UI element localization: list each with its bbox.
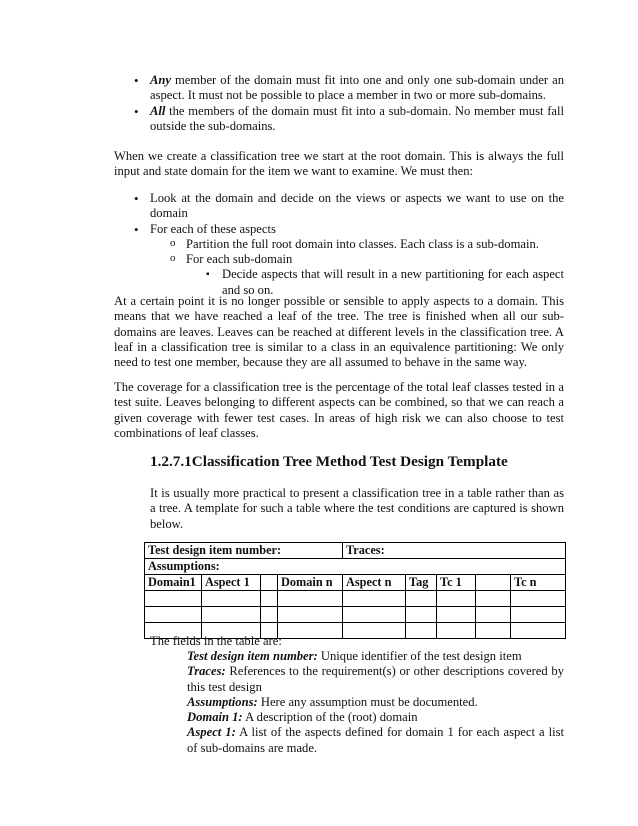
section-heading: 1.2.7.1Classification Tree Method Test Design Template [150, 453, 508, 470]
fields-intro: The fields in the table are: [150, 634, 282, 648]
bullet-lead: Any [150, 73, 171, 87]
header-cell: Domain1 [145, 575, 202, 591]
field-definition [187, 725, 564, 756]
item-number-cell: Test design item number: [145, 543, 343, 559]
field-desc: Here any assumption must be documented. [257, 694, 478, 709]
top-bullet-list [114, 73, 564, 134]
bullet-text: member of the domain must fit into one and only one sub-domain under an aspect. It must not be possible to place a member in two or more sub-domains. [150, 73, 564, 103]
sub-list [114, 237, 564, 298]
list-item [114, 104, 564, 135]
table-row [145, 607, 566, 623]
field-definitions [187, 649, 564, 756]
field-term: Traces: [187, 664, 226, 679]
field-term: Assumptions: [187, 694, 258, 709]
header-cell: Tc n [511, 575, 566, 591]
list-item [114, 73, 564, 104]
sub-list-item: o For each sub-domain [150, 252, 564, 267]
field-desc: A list of the aspects defined for domain 1 for each aspect a list of sub-domains are made. [187, 725, 564, 755]
field-definition [187, 649, 564, 664]
template-table [144, 542, 566, 639]
field-desc: Unique identifier of the test design item [317, 649, 522, 663]
header-cell: Aspect 1 [202, 575, 261, 591]
bullet-text: the members of the domain must fit into a sub-domain. No member must fall outside the sub-domains. [150, 103, 564, 133]
list-item: • Look at the domain and decide on the views or aspects we want to use on the domain [114, 191, 564, 222]
list-item: • For each of these aspects [114, 222, 564, 237]
paragraph-leaves: At a certain point it is no longer possible or sensible to apply aspects to a domain. This means that we have reached a leaf of the tree. The tree is finished when all our sub-domains are leaves. Leaves can be reached at different levels in the classification tree. A leaf in a classification tree is similar to a class in an equivalence partitioning: We only need to test one member, because they are all assumed to behave in the same way. [114, 294, 564, 370]
traces-cell: Traces: [343, 543, 566, 559]
paragraph-root-domain: When we create a classification tree we start at the root domain. This is always the full input and state domain for the item we want to examine. We must then: [114, 149, 564, 179]
header-cell: Tag [406, 575, 437, 591]
field-desc: References to the requirement(s) or other descriptions covered by this test design [187, 664, 564, 694]
field-definition [187, 710, 564, 725]
field-term: Aspect 1: [187, 725, 236, 740]
header-cell: Aspect n [343, 575, 406, 591]
paragraph-template-intro: It is usually more practical to present a classification tree in a table rather than as a tree. A template for such a table where the test conditions are captured is shown below. [150, 486, 564, 531]
field-definition [187, 695, 564, 710]
sub-list-item: o Partition the full root domain into classes. Each class is a sub-domain. [150, 237, 564, 252]
header-cell: Domain n [278, 575, 343, 591]
paragraph-coverage: The coverage for a classification tree is the percentage of the total leaf classes tested in a test suite. Leaves belonging to different aspects can be combined, so that we can reach a given coverage with fewer test cases. In areas of high risk we can also choose to test combinations of leaf classes. [114, 380, 564, 440]
header-cell [261, 575, 278, 591]
table-row [145, 591, 566, 607]
assumptions-cell: Assumptions: [145, 559, 566, 575]
field-definition [187, 664, 564, 695]
bullet-lead: All [150, 103, 166, 118]
sub-sub-list-item: ▪ Decide aspects that will result in a new partitioning for each aspect and so on. [186, 267, 564, 298]
header-cell: Tc 1 [437, 575, 476, 591]
field-term: Domain 1: [187, 710, 243, 725]
field-desc: A description of the (root) domain [242, 710, 418, 725]
field-term: Test design item number: [187, 649, 318, 663]
header-cell [476, 575, 511, 591]
steps-list [114, 191, 564, 298]
